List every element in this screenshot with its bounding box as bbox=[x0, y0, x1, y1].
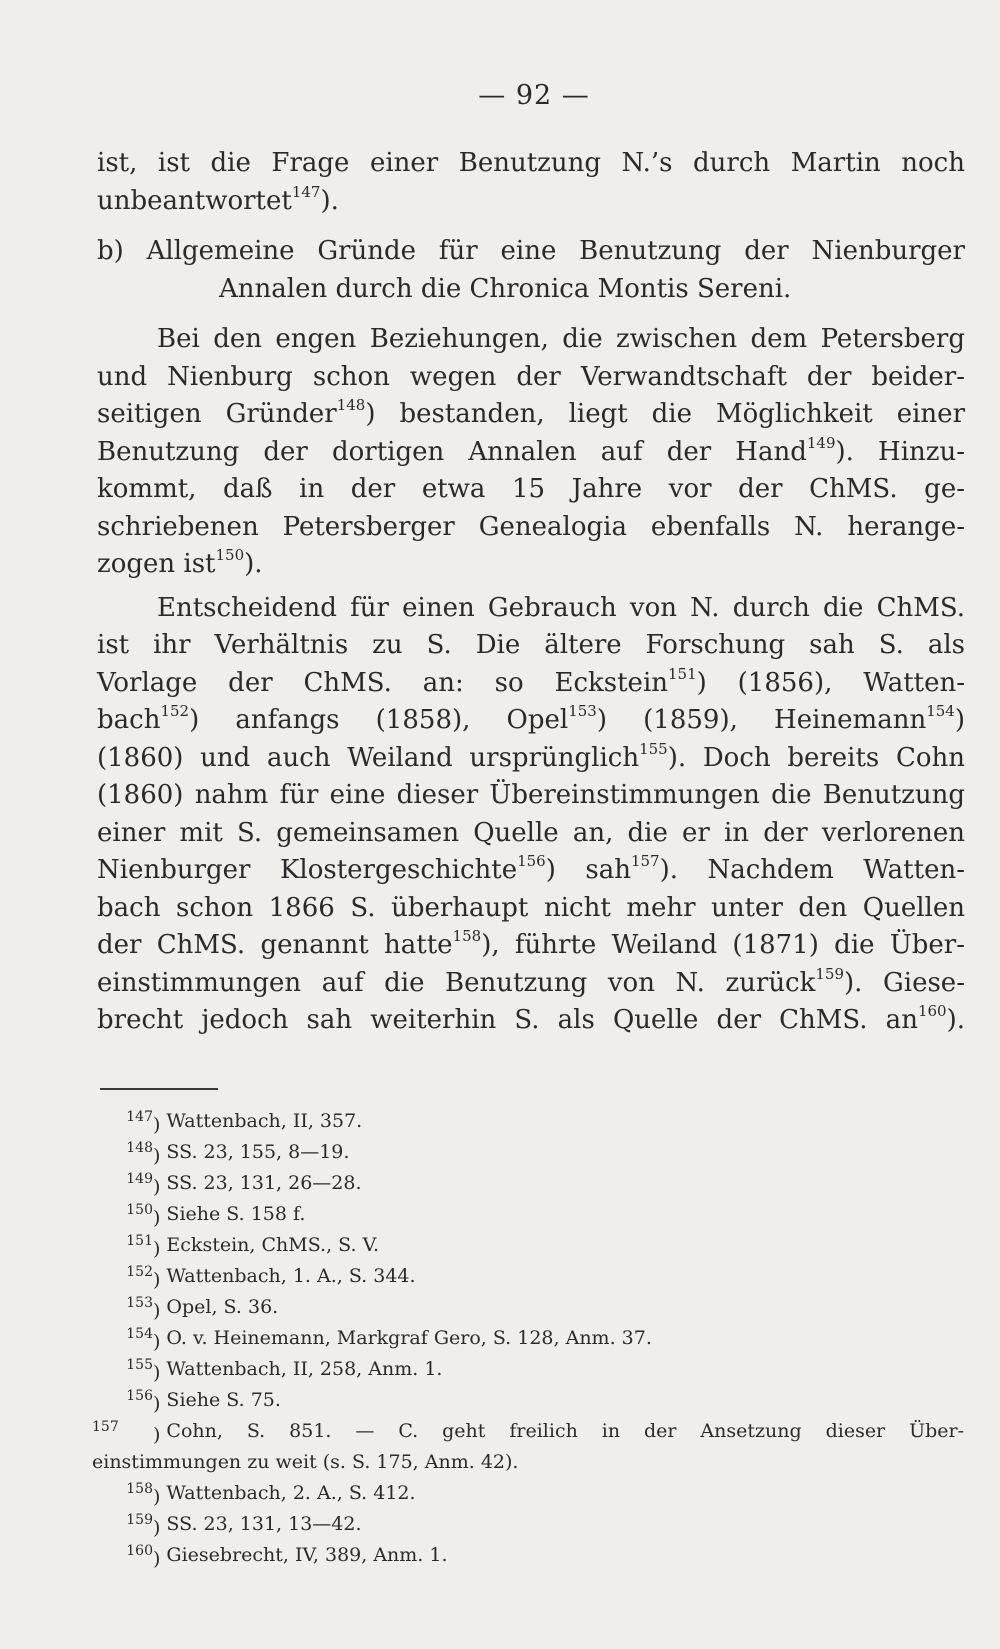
text-fragment: unbeantwortet bbox=[97, 185, 292, 216]
section-heading-b bbox=[97, 233, 965, 308]
footnote-text: SS. 23, 155, 8—19. bbox=[166, 1141, 350, 1163]
text-fragment: ) bbox=[954, 705, 966, 735]
footnote-continuation bbox=[92, 1447, 964, 1478]
text-fragment: Benutzung der dortigen Annalen auf der Hand bbox=[97, 436, 807, 467]
footnote-text: Wattenbach, II, 258, Anm. 1. bbox=[166, 1358, 443, 1380]
text-fragment: der ChMS. genannt hatte bbox=[97, 930, 453, 960]
footnote-text: Wattenbach, 1. A., S. 344. bbox=[166, 1265, 416, 1287]
footnote-number: 155 bbox=[126, 1357, 153, 1373]
text-line bbox=[97, 546, 965, 584]
text-fragment: ). bbox=[946, 1005, 965, 1035]
text-fragment: ) sah bbox=[545, 855, 631, 885]
text-fragment: ). Giese- bbox=[844, 967, 965, 998]
heading-line: Annalen durch die Chronica Montis Sereni. bbox=[219, 273, 792, 304]
footnote-text: Opel, S. 36. bbox=[166, 1296, 279, 1318]
text-fragment: Nienburger Klostergeschichte bbox=[97, 855, 518, 885]
text-fragment: Vorlage der ChMS. an: so Eckstein bbox=[97, 667, 669, 698]
text-line bbox=[97, 183, 965, 221]
footnote-number: 152 bbox=[126, 1264, 153, 1280]
text-line: kommt, daß in der etwa 15 Jahre vor der ChMS. ge- bbox=[97, 474, 965, 504]
footnote: 149) SS. 23, 131, 26—28. bbox=[92, 1168, 964, 1199]
text-fragment: brecht jedoch sah weiterhin S. als Quelle der ChMS. an bbox=[97, 1005, 918, 1035]
footnote-number: 151 bbox=[126, 1233, 153, 1249]
text-fragment: ). Doch bereits Cohn bbox=[667, 742, 965, 773]
footnote-number: 154 bbox=[126, 1326, 153, 1342]
text-line: Entscheidend für einen Gebrauch von N. durch die ChMS. bbox=[157, 592, 965, 623]
text-fragment: ) (1859), Heinemann bbox=[596, 705, 927, 735]
footnote-text: O. v. Heinemann, Markgraf Gero, S. 128, Anm. 37. bbox=[166, 1327, 652, 1349]
footnote-text: Wattenbach, II, 357. bbox=[166, 1110, 363, 1132]
text-fragment: ). bbox=[320, 185, 339, 216]
footnote-text: SS. 23, 131, 26—28. bbox=[166, 1172, 362, 1194]
footnote: 159) SS. 23, 131, 13—42. bbox=[92, 1509, 964, 1540]
text-line: Bei den engen Beziehungen, die zwischen dem Petersberg bbox=[157, 324, 965, 354]
footnote-number: 148 bbox=[126, 1140, 153, 1156]
footnote-ref: 147 bbox=[291, 182, 321, 201]
footnote: 153) Opel, S. 36. bbox=[92, 1292, 964, 1323]
footnote: 147) Wattenbach, II, 357. bbox=[92, 1106, 964, 1137]
text-fragment: bach bbox=[97, 705, 161, 735]
footnote: 151) Eckstein, ChMS., S. V. bbox=[92, 1230, 964, 1261]
text-fragment: ) (1856), Watten- bbox=[696, 667, 966, 698]
footnote-number: 159 bbox=[126, 1512, 153, 1528]
footnote-number: 157 bbox=[92, 1419, 119, 1435]
footnote: 158) Wattenbach, 2. A., S. 412. bbox=[92, 1478, 964, 1509]
footnote-ref: 153 bbox=[568, 702, 597, 721]
footnote: 155) Wattenbach, II, 258, Anm. 1. bbox=[92, 1354, 964, 1385]
text-fragment: ) anfangs (1858), Opel bbox=[189, 705, 569, 735]
footnote-ref: 156 bbox=[517, 852, 546, 871]
text-line: und Nienburg schon wegen der Verwandtschaft der beider- bbox=[97, 361, 965, 392]
text-fragment: ). bbox=[244, 549, 263, 579]
text-line bbox=[97, 852, 965, 890]
footnote-number: 156 bbox=[126, 1388, 153, 1404]
footnote-divider bbox=[100, 1088, 218, 1090]
footnote: 156) Siehe S. 75. bbox=[92, 1385, 964, 1416]
footnote-text: Siehe S. 75. bbox=[166, 1389, 281, 1411]
text-line: ist ihr Verhältnis zu S. Die ältere Forschung sah S. als bbox=[97, 630, 965, 660]
text-line bbox=[97, 740, 965, 778]
footnote-text: Siehe S. 158 f. bbox=[166, 1203, 306, 1225]
footnote: 157 ) Cohn, S. 851. — C. geht freilich in der Ansetzung dieser Über- bbox=[92, 1416, 964, 1447]
footnote-text: Eckstein, ChMS., S. V. bbox=[166, 1234, 380, 1256]
paragraph-2 bbox=[97, 321, 965, 584]
footnote-ref: 148 bbox=[336, 396, 366, 415]
footnote: 160) Giesebrecht, IV, 389, Anm. 1. bbox=[92, 1540, 964, 1571]
footnote-text: Wattenbach, 2. A., S. 412. bbox=[166, 1482, 416, 1504]
footnotes bbox=[92, 1106, 964, 1571]
text-fragment: zogen ist bbox=[97, 549, 216, 579]
body-text bbox=[97, 145, 965, 1040]
footnote-ref: 151 bbox=[668, 664, 697, 683]
text-line bbox=[97, 665, 965, 703]
text-line: bach schon 1866 S. überhaupt nicht mehr unter den Quellen bbox=[97, 892, 965, 923]
footnote-number: 160 bbox=[126, 1543, 153, 1559]
text-line: ist, ist die Frage einer Benutzung N.’s durch Martin noch bbox=[97, 148, 965, 178]
footnote: 148) SS. 23, 155, 8—19. bbox=[92, 1137, 964, 1168]
footnote: 150) Siehe S. 158 f. bbox=[92, 1199, 964, 1230]
text-line: schriebenen Petersberger Genealogia ebenfalls N. herange- bbox=[97, 511, 965, 542]
text-line bbox=[97, 434, 965, 472]
page-number: — 92 — bbox=[478, 80, 590, 111]
text-line: einer mit S. gemeinsamen Quelle an, die er in der verlorenen bbox=[97, 817, 965, 848]
footnote-ref: 155 bbox=[639, 739, 668, 758]
text-line bbox=[97, 396, 965, 434]
footnote: 152) Wattenbach, 1. A., S. 344. bbox=[92, 1261, 964, 1292]
footnote-ref: 149 bbox=[806, 433, 836, 452]
text-fragment: (1860) und auch Weiland ursprünglich bbox=[97, 742, 640, 773]
footnote-number: 158 bbox=[126, 1481, 153, 1497]
footnote-text: einstimmungen zu weit (s. S. 175, Anm. 42). bbox=[92, 1451, 519, 1473]
paragraph-3 bbox=[97, 590, 965, 1040]
footnote-ref: 160 bbox=[917, 1002, 947, 1021]
footnote-number: 147 bbox=[126, 1109, 153, 1125]
footnote-number: 153 bbox=[126, 1295, 153, 1311]
footnote-number: 149 bbox=[126, 1171, 153, 1187]
text-fragment: ). Hinzu- bbox=[835, 436, 965, 467]
footnote-ref: 152 bbox=[160, 702, 190, 721]
text-line bbox=[97, 927, 965, 965]
footnote-ref: 159 bbox=[815, 964, 845, 983]
footnote-ref: 157 bbox=[630, 852, 660, 871]
footnote-text: Giesebrecht, IV, 389, Anm. 1. bbox=[166, 1544, 448, 1566]
heading-line: b) Allgemeine Gründe für eine Benutzung der Nienburger bbox=[97, 236, 965, 266]
footnote-text: SS. 23, 131, 13—42. bbox=[166, 1513, 362, 1535]
text-fragment: einstimmungen auf die Benutzung von N. zurück bbox=[97, 967, 816, 998]
text-fragment: ), führte Weiland (1871) die Über- bbox=[481, 930, 965, 960]
text-line bbox=[97, 965, 965, 1003]
text-line bbox=[97, 702, 965, 740]
text-fragment: seitigen Gründer bbox=[97, 399, 337, 429]
paragraph-1 bbox=[97, 145, 965, 220]
footnote-ref: 154 bbox=[926, 702, 955, 721]
text-line: (1860) nahm für eine dieser Übereinstimmungen die Benutzung bbox=[97, 780, 965, 810]
footnote-text: Cohn, S. 851. — C. geht freilich in der Ansetzung dieser Über- bbox=[166, 1420, 964, 1442]
footnote-ref: 150 bbox=[215, 546, 245, 565]
text-fragment: ) bestanden, liegt die Möglichkeit einer bbox=[365, 399, 965, 429]
footnote-ref: 158 bbox=[452, 927, 482, 946]
text-fragment: ). Nachdem Watten- bbox=[659, 855, 965, 885]
footnote: 154) O. v. Heinemann, Markgraf Gero, S. 128, Anm. 37. bbox=[92, 1323, 964, 1354]
footnote-number: 150 bbox=[126, 1202, 153, 1218]
text-line bbox=[97, 1002, 965, 1040]
